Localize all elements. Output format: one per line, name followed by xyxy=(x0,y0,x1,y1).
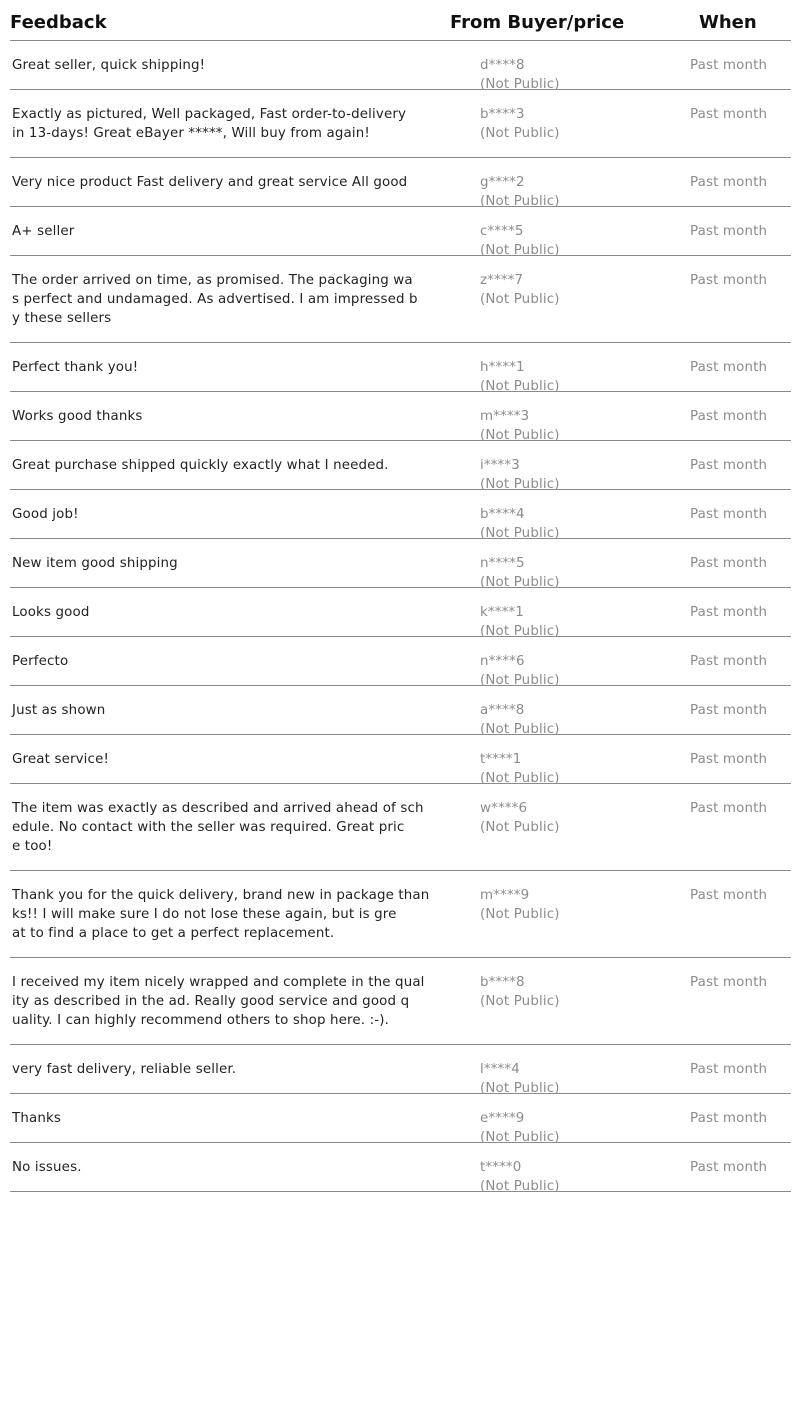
buyer-cell xyxy=(480,652,560,690)
feedback-text: New item good shipping xyxy=(12,556,178,571)
buyer-cell xyxy=(480,750,560,788)
buyer-id: c****5 xyxy=(480,224,524,239)
table-row xyxy=(10,90,791,158)
price-privacy-note: (Not Public) xyxy=(480,126,560,141)
buyer-cell xyxy=(480,505,560,543)
feedback-date: Past month xyxy=(690,888,768,903)
feedback-date: Past month xyxy=(690,801,768,816)
feedback-date: Past month xyxy=(690,507,768,522)
buyer-cell xyxy=(480,1109,560,1147)
feedback-column-header: Feedback xyxy=(10,12,107,33)
feedback-text: Good job! xyxy=(12,507,79,522)
buyer-cell xyxy=(480,799,560,837)
table-row xyxy=(10,207,791,256)
when-column-header: When xyxy=(699,12,757,33)
buyer-cell xyxy=(480,886,560,924)
feedback-date: Past month xyxy=(690,1160,768,1175)
table-row xyxy=(10,588,791,637)
feedback-text: Great seller, quick shipping! xyxy=(12,58,206,73)
buyer-cell xyxy=(480,407,560,445)
buyer-cell xyxy=(480,554,560,592)
feedback-text: Thank you for the quick delivery, brand new in package than ks!! I will make sure I do not lose these again, but is gre at to find a place to get a perfect replacement. xyxy=(12,888,430,941)
buyer-id: a****8 xyxy=(480,703,525,718)
feedback-text: Works good thanks xyxy=(12,409,143,424)
buyer-cell xyxy=(480,173,560,211)
feedback-text: Looks good xyxy=(12,605,90,620)
feedback-text: Thanks xyxy=(12,1111,61,1126)
table-row xyxy=(10,41,791,90)
feedback-date: Past month xyxy=(690,458,768,473)
buyer-id: m****9 xyxy=(480,888,530,903)
feedback-text: Just as shown xyxy=(12,703,106,718)
table-row xyxy=(10,784,791,871)
table-row xyxy=(10,392,791,441)
buyer-cell xyxy=(480,1158,560,1196)
price-privacy-note: (Not Public) xyxy=(480,526,560,541)
feedback-date: Past month xyxy=(690,360,768,375)
feedback-text: Exactly as pictured, Well packaged, Fast order-to-delivery in 13-days! Great eBayer *****, Will buy from again! xyxy=(12,107,407,141)
buyer-cell xyxy=(480,701,560,739)
buyer-id: g****2 xyxy=(480,175,525,190)
feedback-text: A+ seller xyxy=(12,224,75,239)
buyer-cell xyxy=(480,271,560,309)
feedback-date: Past month xyxy=(690,224,768,239)
feedback-text: Perfecto xyxy=(12,654,69,669)
feedback-text: I received my item nicely wrapped and complete in the qual ity as described in the ad. Really good service and good q uality. I can highly recommend others to shop here. :-). xyxy=(12,975,425,1028)
table-row xyxy=(10,1045,791,1094)
table-row xyxy=(10,1094,791,1143)
buyer-id: k****1 xyxy=(480,605,524,620)
feedback-date: Past month xyxy=(690,58,768,73)
table-row xyxy=(10,1143,791,1192)
feedback-table xyxy=(10,0,791,1192)
price-privacy-note: (Not Public) xyxy=(480,722,560,737)
feedback-date: Past month xyxy=(690,752,768,767)
buyer-id: e****9 xyxy=(480,1111,525,1126)
table-row xyxy=(10,735,791,784)
buyer-id: m****3 xyxy=(480,409,530,424)
table-header xyxy=(10,0,791,41)
price-privacy-note: (Not Public) xyxy=(480,194,560,209)
feedback-date: Past month xyxy=(690,975,768,990)
table-row xyxy=(10,490,791,539)
feedback-text: The item was exactly as described and arrived ahead of sch edule. No contact with the seller was required. Great pric e too! xyxy=(12,801,424,854)
feedback-text: very fast delivery, reliable seller. xyxy=(12,1062,237,1077)
buyer-id: h****1 xyxy=(480,360,525,375)
from-buyer-column-header: From Buyer/price xyxy=(450,12,625,33)
feedback-date: Past month xyxy=(690,556,768,571)
table-row xyxy=(10,343,791,392)
feedback-date: Past month xyxy=(690,1062,768,1077)
feedback-date: Past month xyxy=(690,1111,768,1126)
table-row xyxy=(10,539,791,588)
feedback-text: Perfect thank you! xyxy=(12,360,139,375)
buyer-cell xyxy=(480,973,560,1011)
buyer-cell xyxy=(480,56,560,94)
feedback-date: Past month xyxy=(690,107,768,122)
feedback-date: Past month xyxy=(690,409,768,424)
price-privacy-note: (Not Public) xyxy=(480,77,560,92)
buyer-id: z****7 xyxy=(480,273,524,288)
price-privacy-note: (Not Public) xyxy=(480,243,560,258)
feedback-text: Great service! xyxy=(12,752,109,767)
feedback-date: Past month xyxy=(690,703,768,718)
buyer-cell xyxy=(480,105,560,143)
price-privacy-note: (Not Public) xyxy=(480,820,560,835)
feedback-text: No issues. xyxy=(12,1160,82,1175)
price-privacy-note: (Not Public) xyxy=(480,771,560,786)
buyer-id: t****0 xyxy=(480,1160,522,1175)
table-row xyxy=(10,871,791,958)
price-privacy-note: (Not Public) xyxy=(480,379,560,394)
price-privacy-note: (Not Public) xyxy=(480,477,560,492)
feedback-date: Past month xyxy=(690,605,768,620)
buyer-id: n****5 xyxy=(480,556,525,571)
price-privacy-note: (Not Public) xyxy=(480,428,560,443)
buyer-cell xyxy=(480,358,560,396)
feedback-text: The order arrived on time, as promised. The packaging wa s perfect and undamaged. As advertised. I am impressed b y these sellers xyxy=(12,273,418,326)
price-privacy-note: (Not Public) xyxy=(480,292,560,307)
feedback-text: Great purchase shipped quickly exactly what I needed. xyxy=(12,458,389,473)
buyer-cell xyxy=(480,603,560,641)
table-row xyxy=(10,686,791,735)
feedback-date: Past month xyxy=(690,273,768,288)
price-privacy-note: (Not Public) xyxy=(480,994,560,1009)
buyer-id: w****6 xyxy=(480,801,528,816)
table-row xyxy=(10,958,791,1045)
feedback-date: Past month xyxy=(690,175,768,190)
buyer-id: b****3 xyxy=(480,107,525,122)
buyer-id: l****4 xyxy=(480,1062,520,1077)
price-privacy-note: (Not Public) xyxy=(480,1179,560,1194)
feedback-date: Past month xyxy=(690,654,768,669)
price-privacy-note: (Not Public) xyxy=(480,575,560,590)
buyer-cell xyxy=(480,456,560,494)
feedback-text: Very nice product Fast delivery and great service All good xyxy=(12,175,408,190)
buyer-id: d****8 xyxy=(480,58,525,73)
buyer-id: n****6 xyxy=(480,654,525,669)
feedback-rows xyxy=(10,41,791,1192)
table-row xyxy=(10,158,791,207)
buyer-id: b****8 xyxy=(480,975,525,990)
buyer-cell xyxy=(480,222,560,260)
price-privacy-note: (Not Public) xyxy=(480,1081,560,1096)
price-privacy-note: (Not Public) xyxy=(480,673,560,688)
table-row xyxy=(10,637,791,686)
table-row xyxy=(10,441,791,490)
price-privacy-note: (Not Public) xyxy=(480,624,560,639)
buyer-id: t****1 xyxy=(480,752,522,767)
buyer-cell xyxy=(480,1060,560,1098)
price-privacy-note: (Not Public) xyxy=(480,1130,560,1145)
price-privacy-note: (Not Public) xyxy=(480,907,560,922)
table-row xyxy=(10,256,791,343)
buyer-id: i****3 xyxy=(480,458,520,473)
buyer-id: b****4 xyxy=(480,507,525,522)
